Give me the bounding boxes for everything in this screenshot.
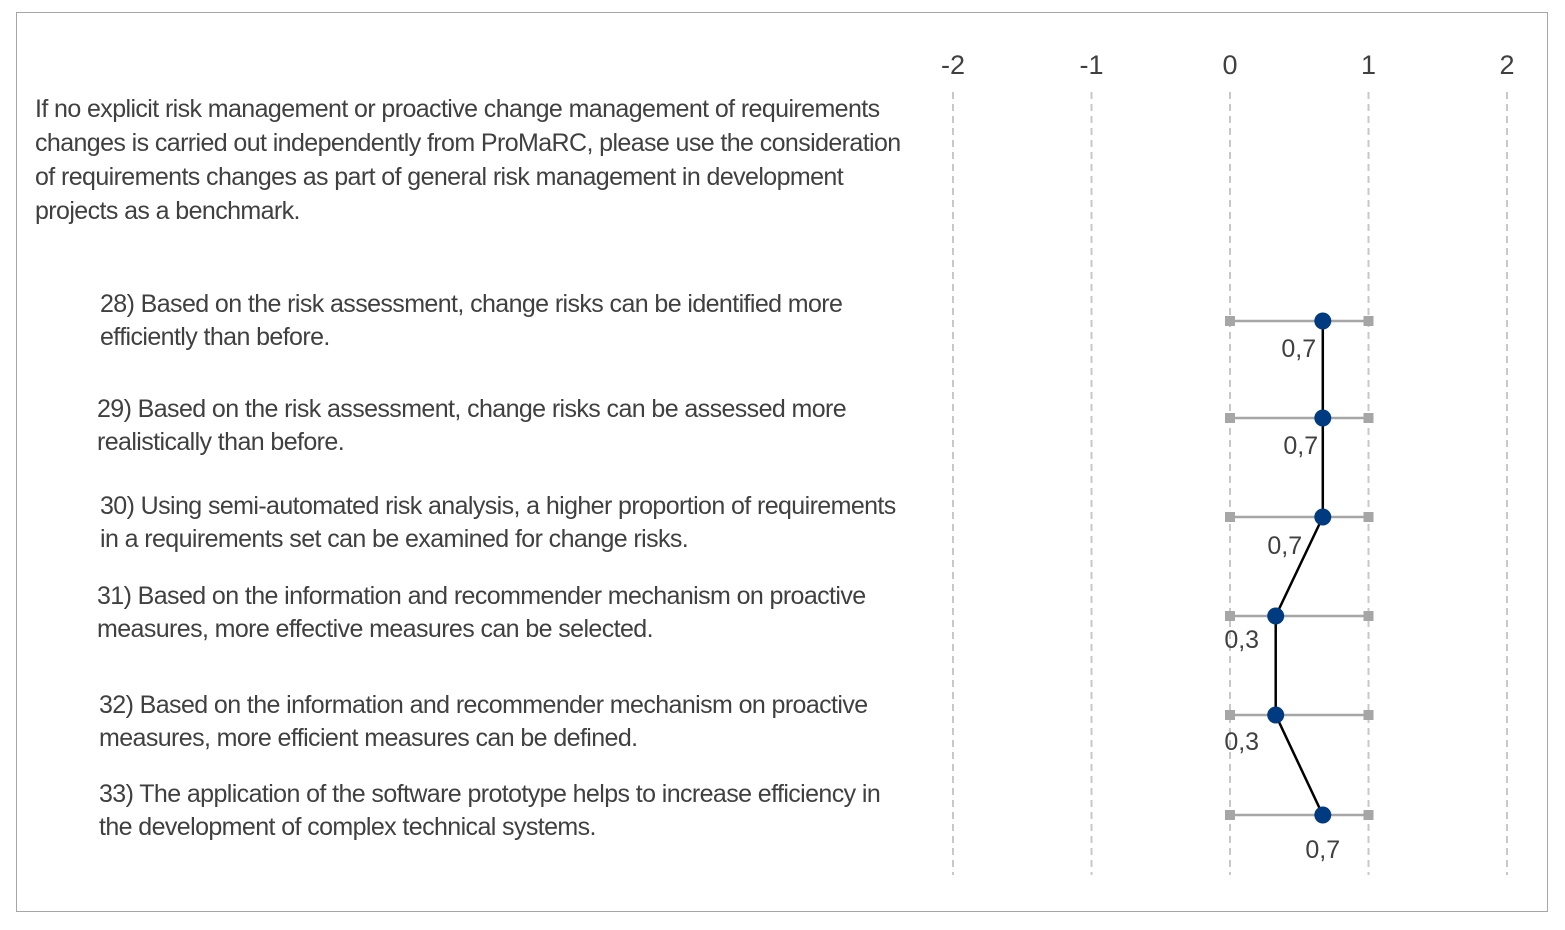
data-point	[1267, 608, 1284, 625]
question-30: 30) Using semi-automated risk analysis, a higher proportion of requirements in a requirements set can be examined for change risks.	[100, 492, 896, 553]
question-28: 28) Based on the risk assessment, change risks can be identified more efficiently than before.	[100, 290, 843, 351]
range-end-marker	[1364, 810, 1374, 820]
range-end-marker	[1364, 316, 1374, 326]
range-end-marker	[1225, 512, 1235, 522]
range-end-marker	[1364, 611, 1374, 621]
x-tick-label: 1	[1360, 50, 1377, 80]
range-end-marker	[1364, 413, 1374, 423]
x-tick-label: 2	[1499, 50, 1515, 80]
x-axis-ticks	[941, 50, 1515, 80]
range-end-marker	[1364, 512, 1374, 522]
data-label: 0,7	[1283, 432, 1319, 460]
x-tick-label: 0	[1222, 50, 1238, 80]
question-29: 29) Based on the risk assessment, change risks can be assessed more realistically than before.	[97, 395, 847, 456]
data-point	[1314, 807, 1331, 824]
data-label: 0,7	[1305, 836, 1341, 864]
gridlines	[953, 92, 1507, 875]
range-end-marker	[1225, 810, 1235, 820]
x-tick-label: -1	[1079, 50, 1104, 80]
question-32: 32) Based on the information and recommender mechanism on proactive measures, more efficient measures can be defined.	[99, 691, 868, 752]
series-line	[1276, 321, 1323, 815]
data-point	[1314, 509, 1331, 526]
range-end-marker	[1225, 710, 1235, 720]
data-point	[1314, 410, 1331, 427]
data-point	[1314, 313, 1331, 330]
range-end-marker	[1225, 611, 1235, 621]
question-33: 33) The application of the software prototype helps to increase efficiency in the development of complex technical systems.	[99, 780, 881, 841]
range-end-marker	[1225, 316, 1235, 326]
intro-text: If no explicit risk management or proactive change management of requirements changes is carried out independently from ProMaRC, please use the consideration of requirements changes as part of general risk management in development projects as a benchmark.	[35, 95, 901, 225]
question-31: 31) Based on the information and recommender mechanism on proactive measures, more effective measures can be selected.	[97, 582, 866, 643]
x-tick-label: -2	[940, 50, 966, 80]
series-polyline	[1276, 321, 1323, 815]
data-label: 0,7	[1267, 532, 1303, 560]
range-end-marker	[1225, 413, 1235, 423]
data-label: 0,3	[1224, 728, 1260, 756]
data-label: 0,3	[1224, 626, 1260, 654]
data-point	[1267, 707, 1284, 724]
data-label: 0,7	[1281, 335, 1317, 363]
range-end-marker	[1364, 710, 1374, 720]
